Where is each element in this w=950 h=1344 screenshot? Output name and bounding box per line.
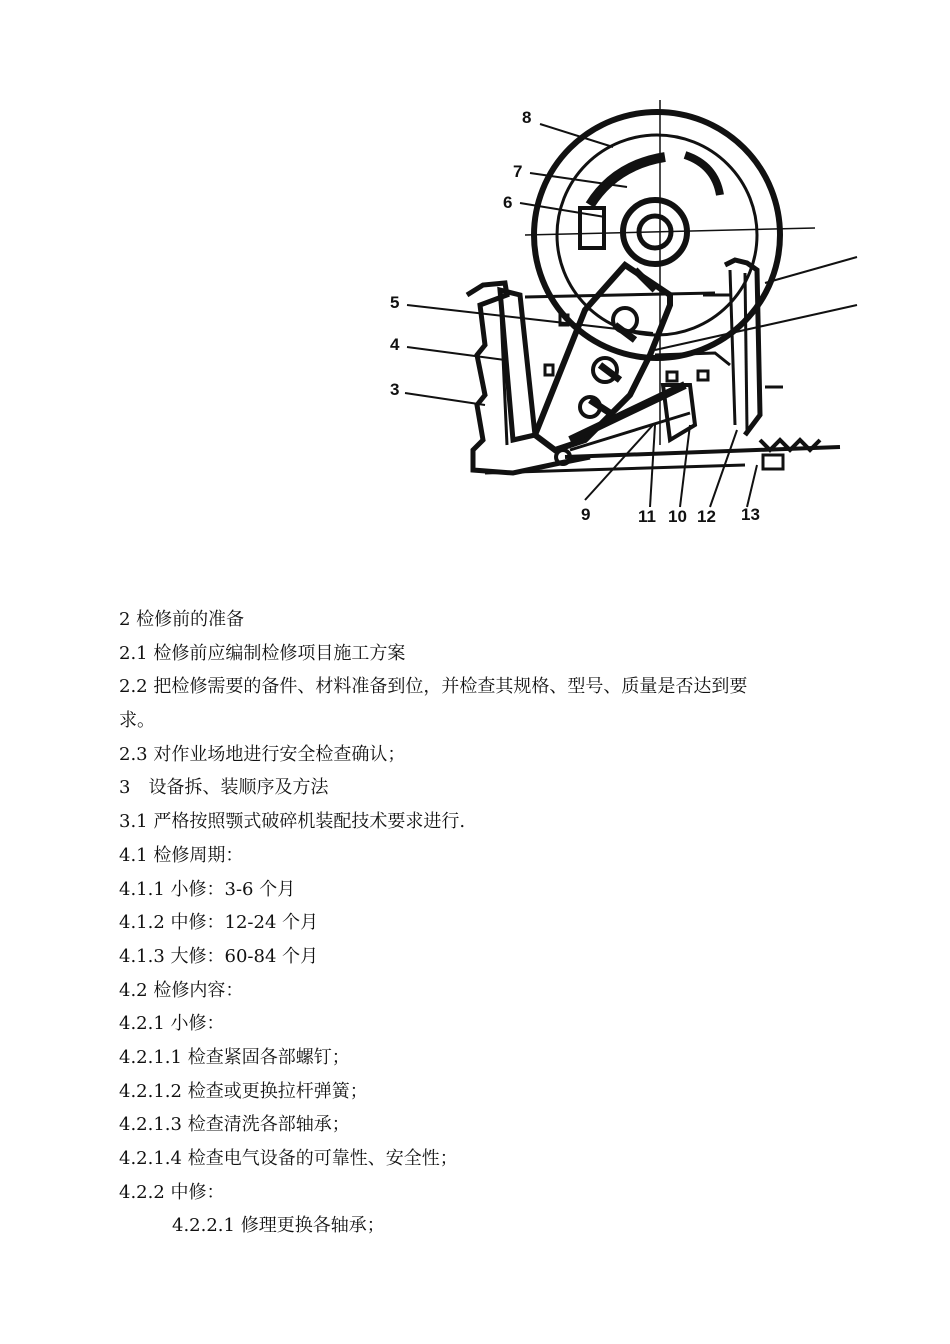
callout-6: 6 <box>503 193 513 212</box>
text-line-indented: 4.2.2.1 修理更换各轴承； <box>172 1215 385 1237</box>
text-line: 4.2.2 中修： <box>119 1181 225 1203</box>
text-line: 4.1.2 中修：12-24 个月 <box>119 912 319 934</box>
flywheel <box>534 112 780 358</box>
callout-4: 4 <box>390 335 400 354</box>
text-line: 2.2 把检修需要的备件、材料准备到位，并检查其规格、型号、质量是否达到要 <box>119 676 748 698</box>
callout-8: 8 <box>522 108 532 127</box>
callout-3: 3 <box>390 380 400 399</box>
callout-5: 5 <box>390 293 400 312</box>
text-line: 4.2.1.2 检查或更换拉杆弹簧； <box>119 1080 368 1102</box>
text-line: 求。 <box>119 710 155 732</box>
text-line: 3.1 严格按照颚式破碎机装配技术要求进行. <box>119 811 466 833</box>
callout-12: 12 <box>697 507 716 525</box>
text-line: 2.3 对作业场地进行安全检查确认； <box>119 743 406 765</box>
text-line: 4.1.1 小修：3-6 个月 <box>119 878 296 900</box>
section-heading: 3 设备拆、装顺序及方法 <box>119 777 329 799</box>
document-body <box>119 603 839 1243</box>
text-line: 4.2 检修内容： <box>119 979 244 1001</box>
text-line: 2.1 检修前应编制检修项目施工方案 <box>119 642 406 664</box>
text-line: 4.2.1.1 检查紧固各部螺钉； <box>119 1046 350 1068</box>
jaw-crusher-diagram <box>385 95 860 525</box>
callout-13: 13 <box>741 505 760 524</box>
text-line: 4.1 检修周期： <box>119 844 244 866</box>
callout-9: 9 <box>581 505 591 524</box>
text-line: 4.1.3 大修：60-84 个月 <box>119 945 319 967</box>
crusher-drawing <box>467 100 840 473</box>
text-line: 4.2.1 小修： <box>119 1013 225 1035</box>
section-heading: 2 检修前的准备 <box>119 609 245 630</box>
text-line: 4.2.1.3 检查清洗各部轴承； <box>119 1114 350 1136</box>
callout-7: 7 <box>513 162 523 181</box>
callout-11: 11 <box>638 507 656 525</box>
tension-rod <box>565 447 840 457</box>
text-line: 4.2.1.4 检查电气设备的可靠性、安全性； <box>119 1148 458 1169</box>
callout-10: 10 <box>668 507 687 525</box>
